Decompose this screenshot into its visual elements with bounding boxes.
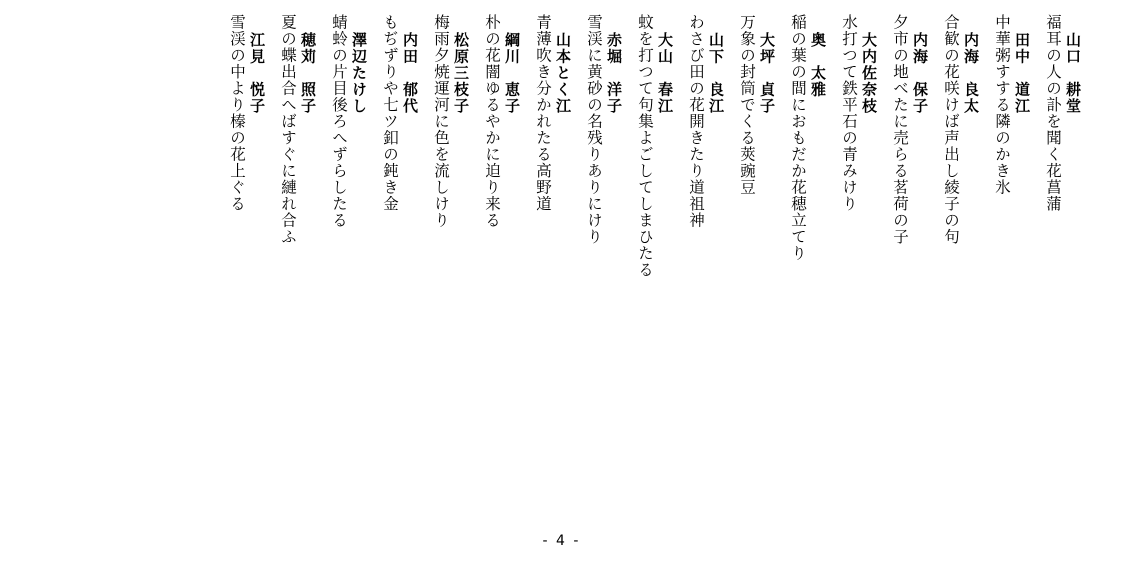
haiku-entry	[278, 14, 318, 494]
author-name: 内海 保子	[911, 32, 929, 115]
haiku-entry	[380, 14, 420, 494]
author-name: 山本とく江	[554, 32, 572, 115]
author-name: 奥 太雅	[809, 32, 827, 98]
haiku-entry	[227, 14, 267, 494]
author-name: 山下 良江	[707, 32, 725, 115]
haiku-text: 朴の花闇ゆるやかに迫り来る	[483, 14, 501, 229]
author-name: 松原三枝子	[452, 32, 470, 115]
haiku-entry	[1043, 14, 1083, 494]
haiku-text: 福耳の人の訃を聞く花菖蒲	[1044, 14, 1062, 212]
haiku-text: 万象の封筒でくる莢豌豆	[738, 14, 756, 196]
author-name: 江見 悦子	[248, 32, 266, 115]
haiku-text: 青薄吹き分かれたる高野道	[534, 14, 552, 212]
author-name: 赤堀 洋子	[605, 32, 623, 115]
haiku-text: 蜻蛉の片目後ろへずらしたる	[330, 14, 348, 229]
haiku-entry	[992, 14, 1032, 494]
page-number: - 4 -	[542, 533, 581, 549]
haiku-entry	[482, 14, 522, 494]
author-name: 内海 良太	[962, 32, 980, 115]
haiku-text: 雪渓の中より榛の花上ぐる	[228, 14, 246, 212]
haiku-text: 水打つて鉄平石の青みけり	[840, 14, 858, 212]
haiku-entry	[635, 14, 675, 494]
haiku-text: 梅雨夕焼運河に色を流しけり	[432, 14, 450, 229]
haiku-entry	[533, 14, 573, 494]
author-name: 綱川 恵子	[503, 32, 521, 115]
author-name: 大山 春江	[656, 32, 674, 115]
haiku-entry	[329, 14, 369, 494]
haiku-entry	[686, 14, 726, 494]
author-name: 穂苅 照子	[299, 32, 317, 115]
haiku-entry	[431, 14, 471, 494]
haiku-entry	[839, 14, 879, 494]
haiku-list	[216, 14, 1083, 494]
author-name: 内田 郁代	[401, 32, 419, 115]
haiku-entry	[737, 14, 777, 494]
haiku-text: もぢずりや七ツ釦の鈍き金	[381, 14, 399, 212]
haiku-text: 合歓の花咲けば声出し綾子の句	[942, 14, 960, 245]
haiku-text: 夏の蝶出合へばすぐに縺れ合ふ	[279, 14, 297, 245]
haiku-entry	[584, 14, 624, 494]
author-name: 山口 耕堂	[1064, 32, 1082, 115]
haiku-text: 蚊を打つて句集よごしてしまひたる	[636, 14, 654, 278]
haiku-text: 中華粥すする隣のかき氷	[993, 14, 1011, 196]
haiku-text: わさび田の花開きたり道祖神	[687, 14, 705, 229]
haiku-entry	[941, 14, 981, 494]
haiku-text: 雪渓に黄砂の名残りありにけり	[585, 14, 603, 245]
author-name: 田中 道江	[1013, 32, 1031, 115]
author-name: 大内佐奈枝	[860, 32, 878, 115]
author-name: 澤辺たけし	[350, 32, 368, 115]
haiku-text: 稲の葉の間におもだか花穂立てり	[789, 14, 807, 262]
haiku-entry	[788, 14, 828, 494]
author-name: 大坪 貞子	[758, 32, 776, 115]
haiku-entry	[890, 14, 930, 494]
haiku-text: 夕市の地べたに売らる茗荷の子	[891, 14, 909, 245]
